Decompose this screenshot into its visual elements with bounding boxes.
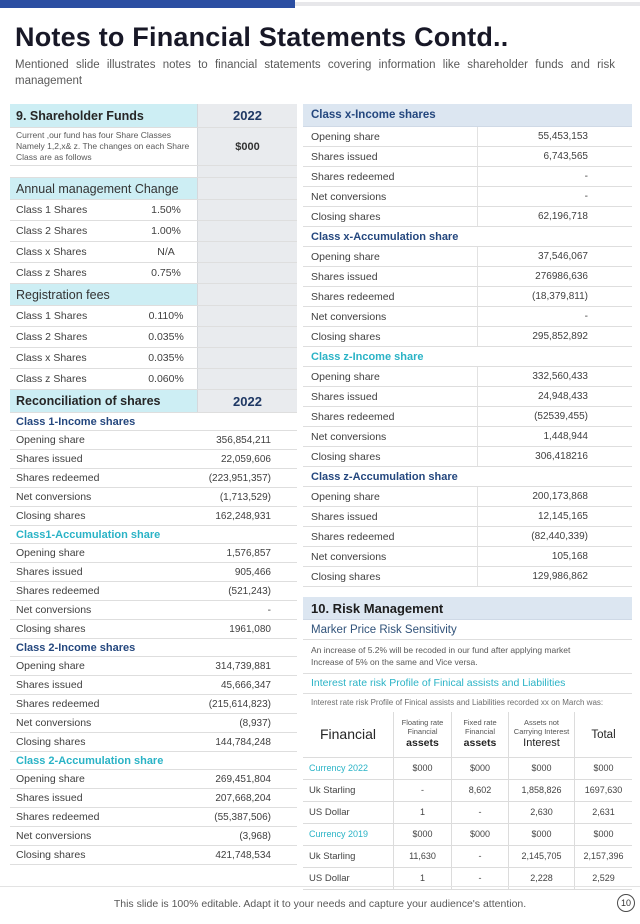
financial-table-row xyxy=(303,802,632,824)
table-row xyxy=(10,431,297,450)
financial-cell: 1 xyxy=(393,802,451,823)
row-value: 45,666,347 xyxy=(220,679,271,691)
financial-cell: 1 xyxy=(393,868,451,889)
table-row xyxy=(303,507,632,527)
row-label: Net conversions xyxy=(311,550,387,563)
table-row xyxy=(10,507,297,526)
financial-cell: 2,228 xyxy=(508,868,574,889)
table-row xyxy=(10,563,297,582)
table-row xyxy=(10,657,297,676)
reconciliation-groups xyxy=(10,413,297,865)
financial-label: Financial xyxy=(319,726,377,743)
financial-table xyxy=(303,712,632,890)
table-row xyxy=(10,789,297,808)
shareholder-title: 9. Shareholder Funds xyxy=(10,104,197,127)
table-row xyxy=(10,846,297,865)
row-value: (1,713,529) xyxy=(219,491,271,503)
section-title: Registration fees xyxy=(10,284,197,305)
row-label: Shares redeemed xyxy=(16,585,100,598)
table-row xyxy=(10,714,297,733)
table-row xyxy=(10,242,297,263)
row-value: 306,418216 xyxy=(477,447,632,466)
row-value: 0.110% xyxy=(148,310,184,323)
row-label: Shares issued xyxy=(311,390,378,403)
financial-row-label: Currency 2019 xyxy=(309,829,369,840)
table-row xyxy=(10,488,297,507)
row-value: 24,948,433 xyxy=(477,387,632,406)
row-value: 55,453,153 xyxy=(477,127,632,146)
row-label: Net conversions xyxy=(311,190,387,203)
row-value: N/A xyxy=(157,246,175,259)
col1-line1: Floating rate Financial xyxy=(401,718,444,736)
top-accent-bar xyxy=(0,0,295,8)
row-value: - xyxy=(477,187,632,206)
shareholder-year: 2022 xyxy=(197,104,297,127)
financial-cell: 1,858,826 xyxy=(508,780,574,801)
row-value: 314,739,881 xyxy=(215,660,271,672)
shareholder-unit: $000 xyxy=(197,128,297,165)
col3-line1: Assets not Carrying Interest xyxy=(513,718,570,736)
row-value: 905,466 xyxy=(234,566,271,578)
shareholder-sections xyxy=(10,178,297,390)
row-label: Closing shares xyxy=(16,623,86,636)
financial-cell: 2,529 xyxy=(574,868,632,889)
row-value: 1,448,944 xyxy=(477,427,632,446)
shareholder-description: Current ,our fund has four Share Classes Namely 1,2,x& z. The changes on each Share Class are as follows xyxy=(16,129,190,163)
row-label: Shares issued xyxy=(311,510,378,523)
row-label: Shares redeemed xyxy=(311,530,395,543)
risk-paragraph-1: An increase of 5.2% will be recoded in our fund after applying market Increase of 5% on the same and Vice versa. xyxy=(303,640,632,674)
row-label: Class x Shares xyxy=(16,246,87,259)
row-label: Opening share xyxy=(16,660,85,673)
row-value: 1,576,857 xyxy=(226,547,271,559)
row-value: 207,668,204 xyxy=(215,792,271,804)
row-label: Opening share xyxy=(311,490,380,503)
row-label: Shares redeemed xyxy=(311,170,395,183)
grey-cell xyxy=(197,369,297,389)
row-value: 295,852,892 xyxy=(477,327,632,346)
row-value: 1.50% xyxy=(151,204,181,217)
row-value: 332,560,433 xyxy=(477,367,632,386)
row-value: 421,748,534 xyxy=(215,849,271,861)
financial-cell: $000 xyxy=(508,758,574,779)
table-row xyxy=(303,207,632,227)
row-value: 129,986,862 xyxy=(477,567,632,586)
table-row xyxy=(303,307,632,327)
row-label: Net conversions xyxy=(16,604,92,617)
table-row xyxy=(10,676,297,695)
footer-text: This slide is 100% editable. Adapt it to your needs and capture your audience's attention. xyxy=(113,898,527,910)
row-label: Class z Shares xyxy=(16,267,87,280)
col2-line1: Fixed rate Financial xyxy=(463,718,497,736)
row-value: 6,743,565 xyxy=(477,147,632,166)
share-class-title: Class 1-Income shares xyxy=(10,413,297,431)
table-row xyxy=(10,348,297,369)
share-class-title: Class z-Accumulation share xyxy=(303,467,632,487)
row-label: Opening share xyxy=(16,773,85,786)
table-row xyxy=(303,567,632,587)
row-label: Opening share xyxy=(311,250,380,263)
financial-table-rows xyxy=(303,758,632,890)
row-label: Opening share xyxy=(16,547,85,560)
table-row xyxy=(10,221,297,242)
page-number-badge: 10 xyxy=(617,894,635,912)
row-label: Shares issued xyxy=(311,270,378,283)
row-value: (82,440,339) xyxy=(477,527,632,546)
row-label: Shares redeemed xyxy=(16,472,100,485)
financial-cell: $000 xyxy=(451,758,508,779)
table-row xyxy=(303,327,632,347)
row-label: Shares issued xyxy=(16,679,83,692)
col3-line2: Interest xyxy=(523,737,560,750)
row-label: Net conversions xyxy=(16,491,92,504)
col4-line2: Total xyxy=(591,728,616,741)
left-column xyxy=(10,104,297,890)
grey-cell xyxy=(197,221,297,241)
share-class-title: Class1-Accumulation share xyxy=(10,526,297,544)
financial-col2-header xyxy=(451,712,508,757)
table-row xyxy=(303,427,632,447)
financial-table-row xyxy=(303,846,632,868)
reconciliation-header-row xyxy=(10,390,297,413)
financial-cell: $000 xyxy=(393,824,451,845)
row-label: Closing shares xyxy=(311,330,381,343)
table-row xyxy=(303,127,632,147)
table-row xyxy=(303,527,632,547)
table-row xyxy=(10,544,297,563)
table-row xyxy=(10,327,297,348)
row-label: Shares issued xyxy=(311,150,378,163)
col2-line2: assets xyxy=(463,737,497,750)
share-class-title: Class x-Income shares xyxy=(311,109,436,122)
row-value: 0.035% xyxy=(148,331,184,344)
row-label: Class z Shares xyxy=(16,373,87,386)
row-value: 22,059,606 xyxy=(220,453,271,465)
row-value: 0.75% xyxy=(151,267,181,280)
row-label: Shares issued xyxy=(16,453,83,466)
row-value: - xyxy=(267,604,271,616)
top-divider-line xyxy=(295,2,640,6)
financial-row-label: Currency 2022 xyxy=(309,763,369,774)
row-value: 12,145,165 xyxy=(477,507,632,526)
table-row xyxy=(10,620,297,639)
financial-cell: $000 xyxy=(574,824,632,845)
table-row xyxy=(303,547,632,567)
row-value: 1.00% xyxy=(151,225,181,238)
row-value: 269,451,804 xyxy=(215,773,271,785)
financial-cell: - xyxy=(393,780,451,801)
spacer xyxy=(303,587,632,597)
table-row xyxy=(303,407,632,427)
table-row xyxy=(10,469,297,488)
spacer-row xyxy=(10,166,297,178)
table-row xyxy=(10,770,297,789)
section-title: Annual management Change xyxy=(10,178,197,199)
row-value: 200,173,868 xyxy=(477,487,632,506)
content-columns xyxy=(0,104,640,890)
financial-col4-header xyxy=(574,712,632,757)
financial-table-row xyxy=(303,824,632,846)
row-label: Closing shares xyxy=(16,849,86,862)
right-column xyxy=(303,104,632,890)
row-value: 356,854,211 xyxy=(216,434,271,446)
row-value: 162,248,931 xyxy=(215,510,271,522)
row-value: 276986,636 xyxy=(477,267,632,286)
table-row xyxy=(303,487,632,507)
financial-row-label: US Dollar xyxy=(309,872,350,884)
risk-section-header: 10. Risk Management xyxy=(303,597,632,620)
table-row xyxy=(10,695,297,714)
financial-row-label: US Dollar xyxy=(309,806,350,818)
row-value: 0.035% xyxy=(148,352,184,365)
financial-cell: $000 xyxy=(393,758,451,779)
row-label: Opening share xyxy=(311,130,380,143)
row-label: Shares issued xyxy=(16,792,83,805)
row-value: (8,937) xyxy=(239,717,271,729)
row-label: Closing shares xyxy=(16,510,86,523)
row-label: Net conversions xyxy=(16,717,92,730)
financial-col1-header xyxy=(393,712,451,757)
row-value: - xyxy=(477,307,632,326)
row-value: 1961,080 xyxy=(229,623,271,635)
section-header-row xyxy=(10,284,297,306)
table-row xyxy=(303,267,632,287)
grey-cell xyxy=(197,327,297,347)
financial-cell: - xyxy=(451,802,508,823)
share-class-band-header xyxy=(303,104,632,127)
row-value: (223,951,357) xyxy=(208,472,271,484)
table-row xyxy=(10,601,297,620)
risk-paragraph-2: Interest rate risk Profile of Finical assists and Liabilities recorded xx on March was: xyxy=(311,697,604,707)
col1-line2: assets xyxy=(406,737,439,750)
row-value: (18,379,811) xyxy=(477,287,632,306)
grey-cell xyxy=(197,348,297,368)
financial-cell: 2,630 xyxy=(508,802,574,823)
right-share-groups xyxy=(303,104,632,587)
row-value: 0.060% xyxy=(148,373,184,386)
financial-table-row xyxy=(303,758,632,780)
table-row xyxy=(303,147,632,167)
financial-row-label: Uk Starling xyxy=(309,850,356,862)
row-label: Opening share xyxy=(311,370,380,383)
reconciliation-title: Reconciliation of shares xyxy=(10,390,197,412)
financial-table-row xyxy=(303,780,632,802)
table-row xyxy=(10,263,297,284)
risk-subtitle-market: Marker Price Risk Sensitivity xyxy=(303,620,632,640)
grey-cell xyxy=(197,263,297,283)
financial-cell: 1697,630 xyxy=(574,780,632,801)
footer-divider xyxy=(0,886,640,887)
table-row xyxy=(10,369,297,390)
section-header-row xyxy=(10,178,297,200)
financial-cell: 2,157,396 xyxy=(574,846,632,867)
row-label: Shares issued xyxy=(16,566,83,579)
financial-col0-header xyxy=(303,712,393,757)
row-label: Class 1 Shares xyxy=(16,204,88,217)
financial-col3-header xyxy=(508,712,574,757)
table-row xyxy=(10,582,297,601)
table-row xyxy=(10,733,297,752)
row-label: Closing shares xyxy=(311,210,381,223)
row-label: Shares redeemed xyxy=(16,811,100,824)
table-row xyxy=(303,247,632,267)
row-value: (3,968) xyxy=(239,830,271,842)
financial-cell: 2,631 xyxy=(574,802,632,823)
table-row xyxy=(303,187,632,207)
row-label: Class x Shares xyxy=(16,352,87,365)
share-class-title: Class x-Accumulation share xyxy=(303,227,632,247)
grey-cell xyxy=(197,306,297,326)
financial-cell: 2,145,705 xyxy=(508,846,574,867)
financial-cell: $000 xyxy=(574,758,632,779)
table-row xyxy=(10,200,297,221)
table-row xyxy=(10,450,297,469)
row-value: 62,196,718 xyxy=(477,207,632,226)
row-label: Class 1 Shares xyxy=(16,310,88,323)
row-label: Net conversions xyxy=(16,830,92,843)
table-row xyxy=(303,387,632,407)
share-class-title: Class 2-Income shares xyxy=(10,639,297,657)
row-value: 105,168 xyxy=(477,547,632,566)
row-label: Shares redeemed xyxy=(16,698,100,711)
row-value: (215,614,823) xyxy=(208,698,271,710)
grey-cell xyxy=(197,242,297,262)
row-value: (52539,455) xyxy=(477,407,632,426)
row-label: Class 2 Shares xyxy=(16,331,88,344)
financial-cell: $000 xyxy=(508,824,574,845)
row-label: Closing shares xyxy=(311,570,381,583)
risk-subtitle-interest: Interest rate risk Profile of Finical assists and Liabilities xyxy=(303,674,632,694)
share-class-title: Class 2-Accumulation share xyxy=(10,752,297,770)
reconciliation-year: 2022 xyxy=(197,390,297,412)
financial-cell: 11,630 xyxy=(393,846,451,867)
row-value: - xyxy=(477,167,632,186)
header xyxy=(0,0,640,89)
share-class-title: Class z-Income share xyxy=(303,347,632,367)
page-subtitle: Mentioned slide illustrates notes to financial statements covering information like shareholder funds and risk management xyxy=(15,59,615,87)
row-value: (55,387,506) xyxy=(214,811,271,823)
table-row xyxy=(303,287,632,307)
row-label: Shares redeemed xyxy=(311,410,395,423)
financial-table-header xyxy=(303,712,632,758)
row-value: 144,784,248 xyxy=(215,736,271,748)
financial-cell: - xyxy=(451,846,508,867)
table-row xyxy=(303,447,632,467)
shareholder-desc-row xyxy=(10,128,297,166)
table-row xyxy=(10,827,297,846)
row-value: (521,243) xyxy=(228,585,271,597)
shareholder-header-row xyxy=(10,104,297,128)
row-value: 37,546,067 xyxy=(477,247,632,266)
grey-cell xyxy=(197,200,297,220)
grey-cell xyxy=(197,178,297,199)
row-label: Closing shares xyxy=(311,450,381,463)
table-row xyxy=(10,808,297,827)
table-row xyxy=(303,167,632,187)
row-label: Class 2 Shares xyxy=(16,225,88,238)
page-title: Notes to Financial Statements Contd.. xyxy=(15,22,509,52)
table-row xyxy=(303,367,632,387)
financial-cell: $000 xyxy=(451,824,508,845)
row-label: Net conversions xyxy=(311,430,387,443)
financial-row-label: Uk Starling xyxy=(309,784,356,796)
financial-cell: - xyxy=(451,868,508,889)
grey-cell xyxy=(197,284,297,305)
row-label: Net conversions xyxy=(311,310,387,323)
row-label: Opening share xyxy=(16,434,85,447)
row-label: Closing shares xyxy=(16,736,86,749)
table-row xyxy=(10,306,297,327)
row-label: Shares redeemed xyxy=(311,290,395,303)
financial-cell: 8,602 xyxy=(451,780,508,801)
